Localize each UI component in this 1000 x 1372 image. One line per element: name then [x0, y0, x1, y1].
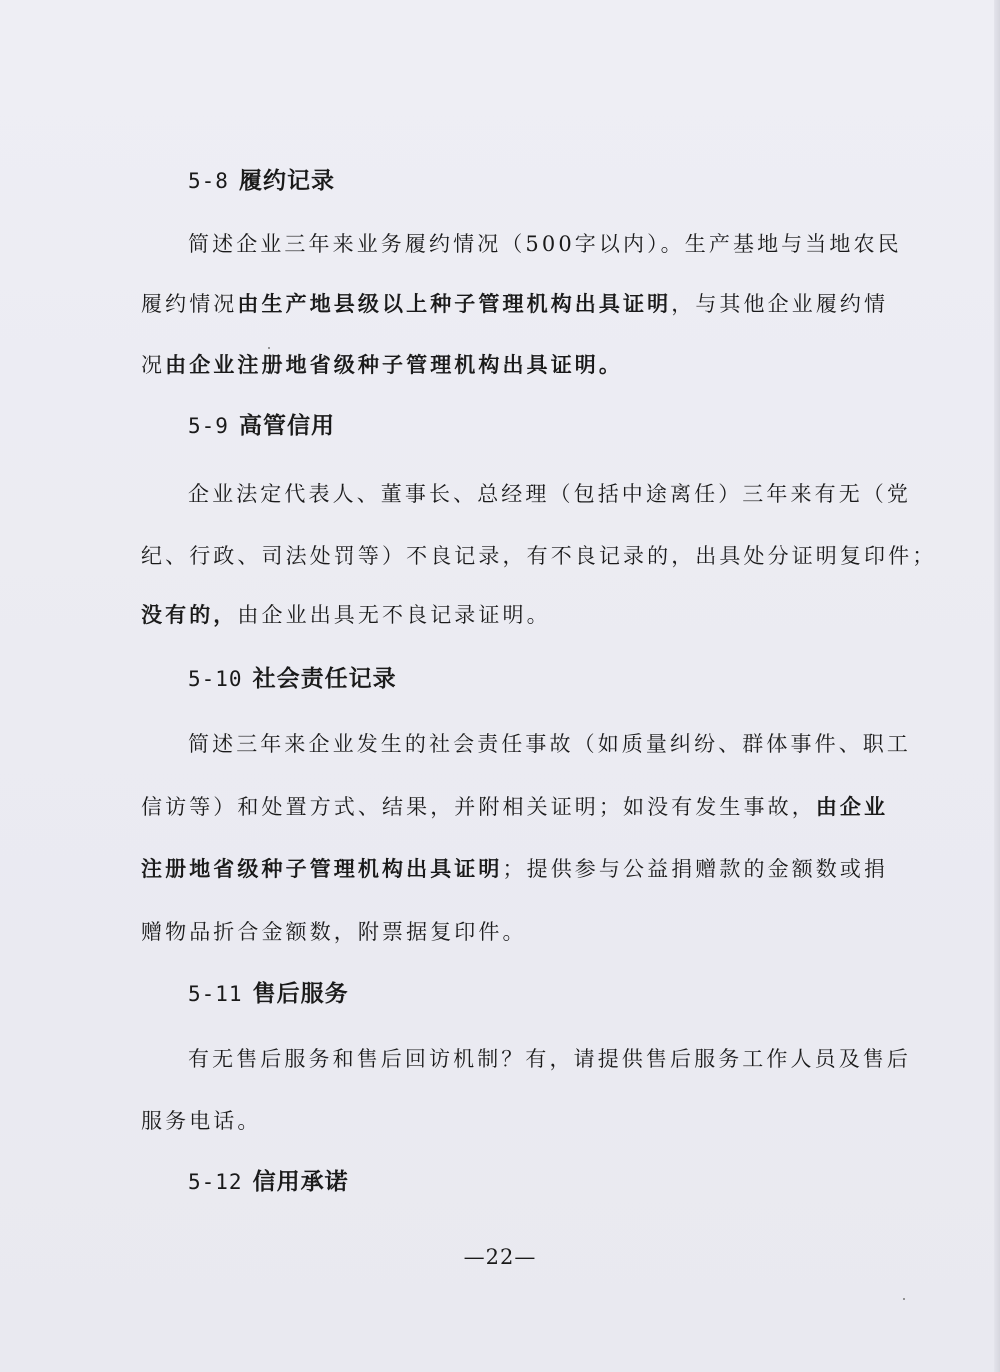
- paragraph-line: [141, 546, 936, 567]
- text-run: 简述企业三年来业务履约情况（500字以内）。生产基地与当地农民: [188, 232, 902, 256]
- paragraph-line: [141, 859, 888, 880]
- text-run: 企业法定代表人、董事长、总经理（包括中途离任）三年来有无（党: [188, 482, 911, 506]
- page-edge-shadow: [994, 0, 1000, 1372]
- paragraph-line: [188, 234, 902, 255]
- text-run: 履约情况: [141, 292, 238, 316]
- text-run-bold: 由企业注册地省级种子管理机构出具证明。: [165, 353, 624, 377]
- paragraph-line: [141, 797, 888, 818]
- paragraph-line: [141, 294, 888, 315]
- section-number: 5-12: [188, 1170, 243, 1194]
- text-run-bold: 注册地省级种子管理机构出具证明: [141, 857, 503, 881]
- paragraph-line: [188, 734, 911, 755]
- section-number: 5-9: [188, 414, 229, 438]
- scan-speck: [903, 1298, 905, 1300]
- paragraph-line: [141, 1111, 262, 1132]
- section-heading-5-12: [188, 1171, 349, 1194]
- text-run-bold: 由企业: [815, 795, 889, 819]
- text-run-bold: 没有的，: [141, 603, 238, 627]
- text-run: 况: [141, 353, 166, 377]
- text-run: 服务电话。: [141, 1109, 262, 1133]
- paragraph-line: [141, 605, 551, 626]
- paragraph-line: [141, 355, 623, 376]
- section-heading-5-9: [188, 415, 335, 438]
- section-title: 售后服务: [252, 981, 349, 1007]
- paragraph-line: [188, 484, 911, 505]
- section-number: 5-10: [188, 667, 243, 691]
- section-title: 社会责任记录: [252, 666, 397, 692]
- page-number: —22—: [463, 1245, 537, 1269]
- paragraph-line: [188, 1049, 911, 1070]
- paragraph-line: [141, 922, 527, 943]
- scan-speck: [268, 347, 270, 349]
- section-number: 5-11: [188, 982, 243, 1006]
- section-number: 5-8: [188, 169, 229, 193]
- section-title: 高管信用: [238, 413, 335, 439]
- text-run: ，与其他企业履约情: [671, 292, 889, 316]
- text-run: 简述三年来企业发生的社会责任事故（如质量纠纷、群体事件、职工: [188, 732, 911, 756]
- section-title: 履约记录: [238, 168, 335, 194]
- text-run: 由企业出具无不良记录证明。: [237, 603, 551, 627]
- section-heading-5-10: [188, 668, 397, 691]
- section-heading-5-8: [188, 170, 335, 193]
- section-title: 信用承诺: [252, 1169, 349, 1195]
- section-heading-5-11: [188, 983, 349, 1006]
- text-run: 有无售后服务和售后回访机制？有，请提供售后服务工作人员及售后: [188, 1047, 911, 1071]
- text-run: ；提供参与公益捐赠款的金额数或捐: [502, 857, 889, 881]
- text-run: 赠物品折合金额数，附票据复印件。: [141, 920, 527, 944]
- text-run: 信访等）和处置方式、结果，并附相关证明；如没有发生事故，: [141, 795, 816, 819]
- text-run-bold: 由生产地县级以上种子管理机构出具证明: [237, 292, 672, 316]
- text-run: 纪、行政、司法处罚等）不良记录，有不良记录的，出具处分证明复印件；: [141, 544, 937, 568]
